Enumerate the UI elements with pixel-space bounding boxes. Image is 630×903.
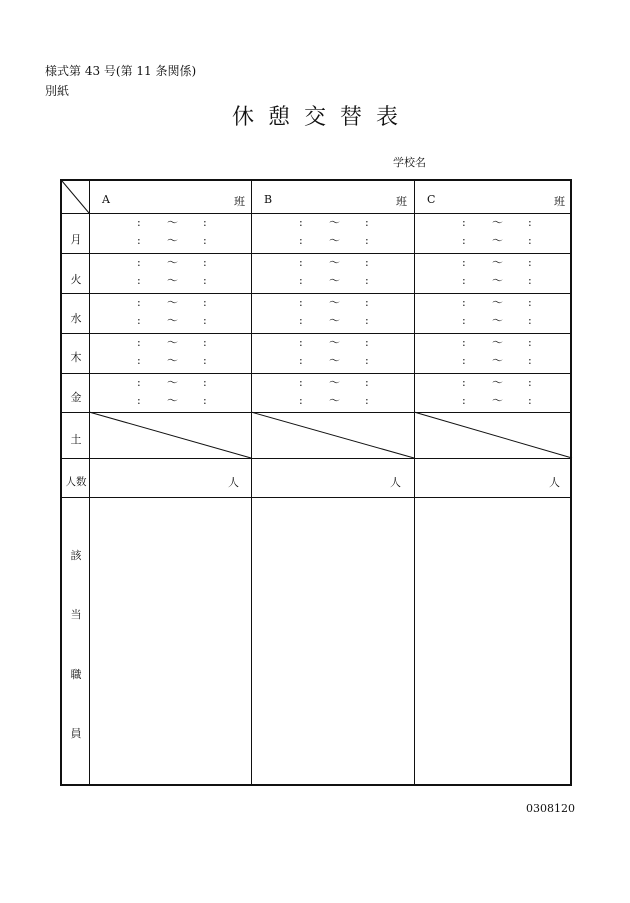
time-colon: : <box>365 216 369 229</box>
time-colon: : <box>528 216 532 229</box>
class-b-letter: B <box>264 193 273 206</box>
time-tilde: 〜 <box>167 296 178 309</box>
time-tilde: 〜 <box>492 394 503 407</box>
day-label-thu: 木 <box>70 351 82 364</box>
title-char: 表 <box>376 105 399 130</box>
title-char: 交 <box>303 105 326 130</box>
row-divider <box>62 458 570 459</box>
time-colon: : <box>462 394 466 407</box>
time-tilde: 〜 <box>329 314 340 327</box>
headcount-unit-c: 人 <box>549 476 560 489</box>
time-tilde: 〜 <box>492 234 503 247</box>
time-colon: : <box>462 296 466 309</box>
time-colon: : <box>299 216 303 229</box>
time-colon: : <box>462 256 466 269</box>
time-colon: : <box>462 216 466 229</box>
time-colon: : <box>299 274 303 287</box>
time-colon: : <box>137 234 141 247</box>
class-a-suffix: 班 <box>234 195 245 208</box>
time-colon: : <box>137 314 141 327</box>
time-tilde: 〜 <box>167 216 178 229</box>
time-colon: : <box>528 336 532 349</box>
headcount-label: 人数 <box>65 476 87 488</box>
staff-label-char: 職 <box>70 668 82 681</box>
row-divider <box>62 373 570 374</box>
break-rotation-table <box>60 179 572 786</box>
time-tilde: 〜 <box>492 216 503 229</box>
staff-label-char: 当 <box>70 608 82 621</box>
time-colon: : <box>137 336 141 349</box>
time-tilde: 〜 <box>329 336 340 349</box>
school-name-label: 学校名 <box>393 156 426 169</box>
row-divider <box>62 497 570 498</box>
time-colon: : <box>462 354 466 367</box>
class-a-letter: A <box>102 193 110 206</box>
time-tilde: 〜 <box>329 394 340 407</box>
time-colon: : <box>528 296 532 309</box>
time-colon: : <box>462 314 466 327</box>
time-colon: : <box>528 376 532 389</box>
class-b-suffix: 班 <box>396 195 407 208</box>
time-tilde: 〜 <box>329 296 340 309</box>
headcount-unit-b: 人 <box>390 476 401 489</box>
time-colon: : <box>528 234 532 247</box>
time-colon: : <box>528 314 532 327</box>
day-label-sat: 土 <box>70 433 82 446</box>
time-colon: : <box>137 394 141 407</box>
form-code: 0308120 <box>526 802 575 815</box>
time-colon: : <box>365 394 369 407</box>
time-colon: : <box>203 234 207 247</box>
time-colon: : <box>137 296 141 309</box>
time-tilde: 〜 <box>492 336 503 349</box>
time-tilde: 〜 <box>167 354 178 367</box>
day-label-wed: 水 <box>70 312 82 325</box>
class-c-suffix: 班 <box>554 195 565 208</box>
time-colon: : <box>137 376 141 389</box>
time-tilde: 〜 <box>492 256 503 269</box>
time-colon: : <box>203 354 207 367</box>
form-number: 様式第 43 号(第 11 条関係) <box>45 64 197 78</box>
col-divider <box>414 181 415 784</box>
document-title <box>0 100 630 131</box>
day-label-tue: 火 <box>70 273 82 286</box>
time-colon: : <box>462 336 466 349</box>
headcount-unit-a: 人 <box>228 476 239 489</box>
time-colon: : <box>462 274 466 287</box>
time-tilde: 〜 <box>329 234 340 247</box>
col-divider <box>251 181 252 784</box>
saturday-diagonal-b <box>251 412 414 458</box>
time-colon: : <box>137 354 141 367</box>
time-colon: : <box>299 256 303 269</box>
time-colon: : <box>365 354 369 367</box>
time-tilde: 〜 <box>167 314 178 327</box>
staff-label-char: 員 <box>70 727 82 740</box>
time-colon: : <box>528 354 532 367</box>
time-colon: : <box>203 394 207 407</box>
time-tilde: 〜 <box>167 376 178 389</box>
time-tilde: 〜 <box>492 274 503 287</box>
time-tilde: 〜 <box>329 354 340 367</box>
time-tilde: 〜 <box>167 256 178 269</box>
time-tilde: 〜 <box>492 314 503 327</box>
time-colon: : <box>299 314 303 327</box>
time-colon: : <box>365 234 369 247</box>
time-colon: : <box>528 256 532 269</box>
time-colon: : <box>528 394 532 407</box>
time-tilde: 〜 <box>167 394 178 407</box>
time-tilde: 〜 <box>329 256 340 269</box>
time-colon: : <box>365 296 369 309</box>
time-tilde: 〜 <box>167 274 178 287</box>
row-divider <box>62 253 570 254</box>
time-colon: : <box>299 354 303 367</box>
time-colon: : <box>137 216 141 229</box>
saturday-diagonal-a <box>89 412 251 458</box>
time-tilde: 〜 <box>167 234 178 247</box>
time-tilde: 〜 <box>329 274 340 287</box>
time-colon: : <box>365 274 369 287</box>
time-colon: : <box>365 256 369 269</box>
time-colon: : <box>203 336 207 349</box>
time-colon: : <box>365 314 369 327</box>
time-tilde: 〜 <box>492 376 503 389</box>
time-colon: : <box>203 376 207 389</box>
time-colon: : <box>203 274 207 287</box>
header-corner-diagonal <box>62 181 89 213</box>
time-colon: : <box>365 336 369 349</box>
time-colon: : <box>203 216 207 229</box>
class-c-letter: C <box>427 193 436 206</box>
time-colon: : <box>299 296 303 309</box>
title-char: 憩 <box>267 105 290 130</box>
time-colon: : <box>137 274 141 287</box>
day-label-fri: 金 <box>70 391 82 404</box>
saturday-diagonal-c <box>414 412 572 458</box>
time-colon: : <box>299 376 303 389</box>
time-tilde: 〜 <box>167 336 178 349</box>
row-divider <box>62 293 570 294</box>
time-tilde: 〜 <box>492 296 503 309</box>
time-colon: : <box>299 336 303 349</box>
time-tilde: 〜 <box>329 376 340 389</box>
time-colon: : <box>203 314 207 327</box>
staff-label-char: 該 <box>70 549 82 562</box>
time-colon: : <box>462 376 466 389</box>
day-label-mon: 月 <box>70 233 82 246</box>
time-colon: : <box>299 234 303 247</box>
time-colon: : <box>528 274 532 287</box>
title-char: 替 <box>340 105 363 130</box>
time-colon: : <box>365 376 369 389</box>
time-tilde: 〜 <box>492 354 503 367</box>
row-divider <box>62 333 570 334</box>
time-colon: : <box>462 234 466 247</box>
title-char: 休 <box>231 105 254 130</box>
time-tilde: 〜 <box>329 216 340 229</box>
time-colon: : <box>299 394 303 407</box>
time-colon: : <box>203 296 207 309</box>
row-divider <box>62 213 570 214</box>
annex-label: 別紙 <box>45 84 70 98</box>
time-colon: : <box>203 256 207 269</box>
time-colon: : <box>137 256 141 269</box>
